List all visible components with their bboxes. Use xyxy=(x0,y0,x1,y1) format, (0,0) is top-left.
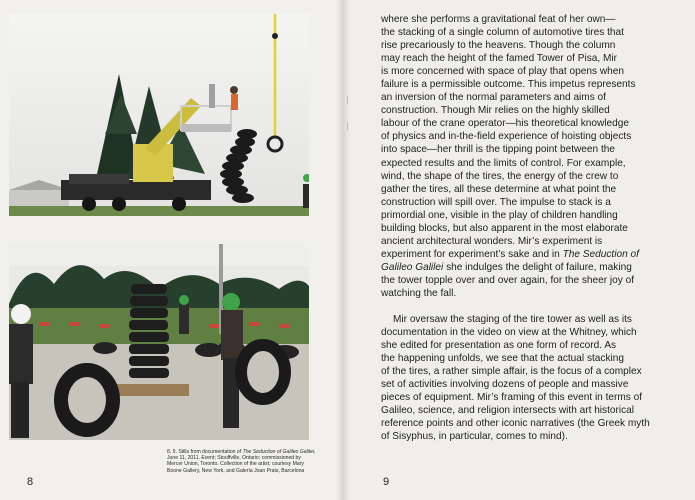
text-line: rise precariously to the heavens. Though the column xyxy=(381,40,616,52)
text-line: the tower topple over and over again, for the sheer joy of xyxy=(381,274,635,286)
text-line: of physics and in-the-field experience of hoisting objects xyxy=(381,131,632,143)
paragraph-gap xyxy=(381,300,691,313)
text-line: documentation in the video on view at the Whitney, which xyxy=(381,327,637,339)
text-line: building blocks, but also apparent in the most elaborate xyxy=(381,222,628,234)
text-line: failure is a permissible outcome. This impetus represents xyxy=(381,79,636,91)
photo-workers-rolling-tires xyxy=(9,244,309,440)
photo-crane-tire-tower xyxy=(9,14,309,216)
text-line: construction will spill over. The impulse to stack is a xyxy=(381,196,611,208)
left-page xyxy=(0,0,343,500)
text-line: expected results and the limits of control. For example, xyxy=(381,157,626,169)
caption-details: , June 11, 2011. Event; Stouffville, Ontario; commissioned by Mercer Union, Toronto. Collection of the artist; courtesy Mary Boone Gallery, New York, and Galería Joan Prats, Barcelona xyxy=(167,449,316,474)
text-line: pieces of equipment. Mir’s framing of this event in terms of xyxy=(381,392,643,404)
essay-body-text xyxy=(381,13,691,444)
text-line: may reach the height of the famed Tower of Pisa, Mir xyxy=(381,53,618,65)
text-run: experiment for experiment’s sake and in xyxy=(381,248,560,260)
text-line: ancient architectural wonders. Mir’s experiment is xyxy=(381,235,603,247)
text-line: wind, the shape of the tires, the energy of the crew to xyxy=(381,170,619,182)
text-line: labour of the crane operator—his theoretical knowledge xyxy=(381,118,630,130)
text-line: an inversion of the normal parameters and aims of xyxy=(381,92,606,104)
page-number-left: 8 xyxy=(27,476,34,488)
margin-mark xyxy=(347,122,348,130)
book-gutter xyxy=(336,0,350,500)
text-line: primordial one, visible in the play of children handling xyxy=(381,209,618,221)
text-line: of the tires, a rather simple affair, is the focus of a complex xyxy=(381,366,642,378)
crane-scene-illustration xyxy=(9,14,309,216)
text-run: she indulges the delight of failure, making xyxy=(443,261,632,273)
italic-title: The Seduction of xyxy=(562,248,639,260)
paragraph-2 xyxy=(381,313,691,443)
text-line: where she performs a gravitational feat of her own— xyxy=(381,14,616,25)
text-line: Galileo, science, and religion intersects with art historical xyxy=(381,405,635,417)
text-line: the happening unfolds, we see that the actual stacking xyxy=(381,353,624,365)
text-line: she edited for presentation as one form of record. As xyxy=(381,340,617,352)
tire-yard-illustration xyxy=(9,244,309,440)
paragraph-1 xyxy=(381,13,691,300)
text-line: the stacking of a single column of automotive tires that xyxy=(381,27,624,39)
text-line: construction. Though Mir relies on the highly skilled xyxy=(381,105,610,117)
text-line: of Sisyphus, in particular, comes to mind). xyxy=(381,431,568,443)
text-line: is more concerned with space of play that opens when xyxy=(381,66,624,78)
text-line: set of activities involving dozens of people and massive xyxy=(381,379,629,391)
text-line xyxy=(381,261,691,274)
figure-caption xyxy=(167,449,317,474)
page-number-right: 9 xyxy=(383,476,390,488)
margin-mark xyxy=(347,96,348,104)
text-line: gather the tires, all these determine at what point the xyxy=(381,183,617,195)
caption-prefix: 8, 9. Stills from documentation of xyxy=(167,449,243,455)
italic-title: Galileo Galilei xyxy=(381,261,444,273)
text-line: reference points and other iconic narratives (the Greek myth xyxy=(381,418,650,430)
text-line: watching the fall. xyxy=(381,287,457,299)
text-line xyxy=(381,248,691,261)
caption-title: The Seduction of Galileo Galilei xyxy=(242,449,314,455)
text-line: Mir oversaw the staging of the tire tower as well as its xyxy=(393,314,632,326)
text-line: into space—her thrill is the tipping point between the xyxy=(381,144,615,156)
